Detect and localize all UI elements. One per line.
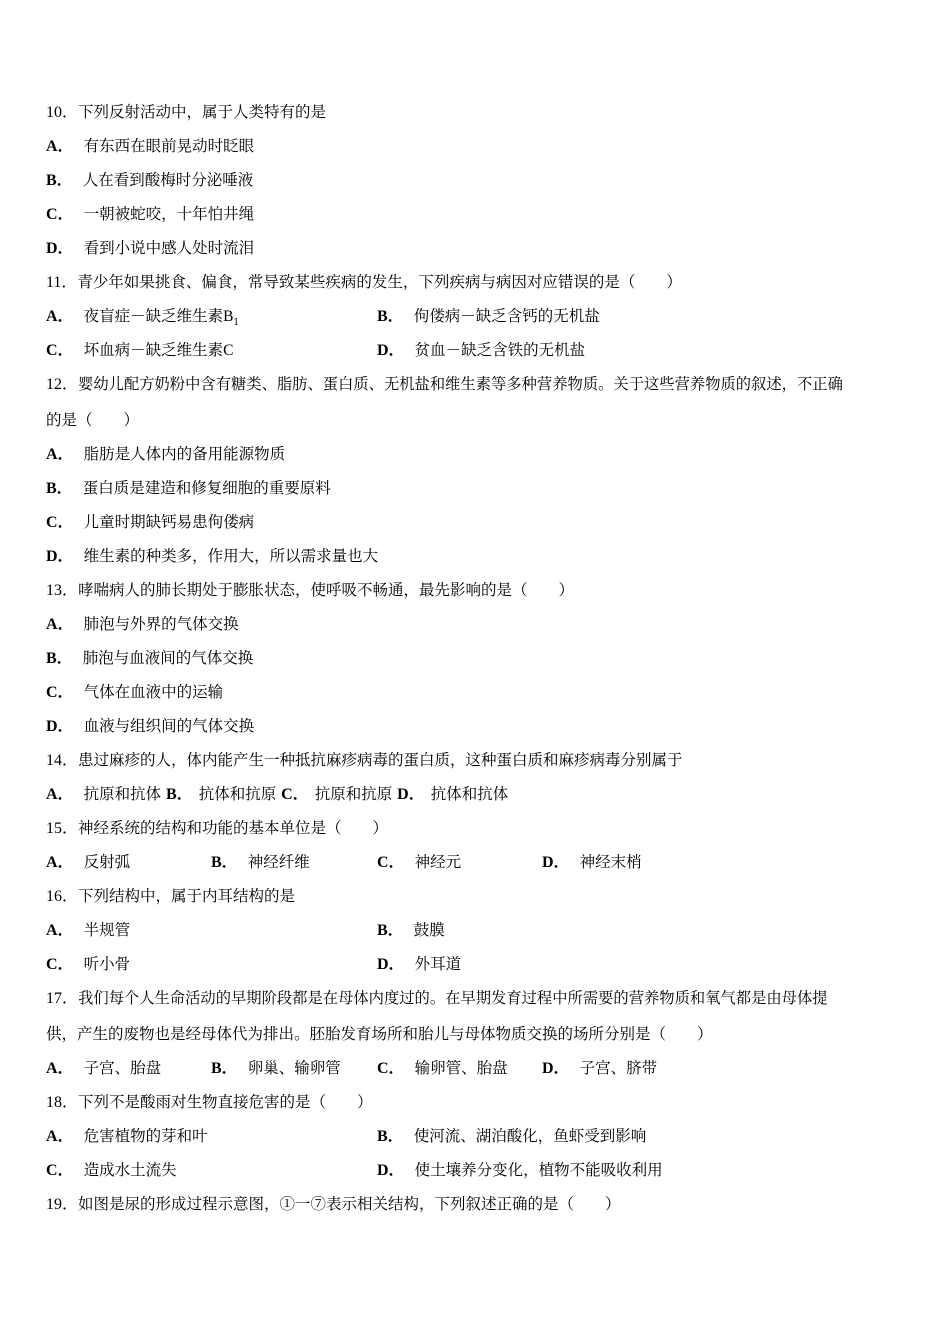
option-subscript: 1	[233, 318, 240, 329]
option-label: D．	[542, 854, 570, 871]
option-label: B．	[166, 786, 193, 803]
option-label: B．	[46, 650, 73, 667]
option-a	[46, 614, 239, 635]
option-c	[46, 340, 233, 361]
option-text: 抗体和抗体	[430, 785, 509, 803]
option-label: C．	[377, 854, 405, 871]
stem-text: 我们每个人生命活动的早期阶段都是在母体内度过的。在早期发育过程中所需要的营养物质和氧气都是由母体提	[78, 989, 828, 1007]
option-label: A．	[46, 446, 74, 463]
option-label: C．	[46, 684, 74, 701]
option-d	[542, 852, 642, 873]
stem-text: 哮喘病人的肺长期处于膨胀状态，使呼吸不畅通，最先影响的是（ ）	[78, 581, 575, 599]
question-13-stem	[46, 580, 574, 601]
option-text: 神经末梢	[579, 853, 642, 871]
option-text: 贫血－缺乏含铁的无机盐	[414, 341, 586, 359]
option-label: A．	[46, 308, 74, 325]
option-tail: C	[223, 342, 234, 359]
option-label: C．	[46, 206, 74, 223]
option-a	[46, 920, 130, 941]
option-c	[46, 1160, 177, 1181]
option-label: A．	[46, 786, 74, 803]
option-text: 血液与组织间的气体交换	[83, 717, 255, 735]
option-c	[46, 512, 254, 533]
option-text: 反射弧	[83, 853, 131, 871]
option-label: D．	[397, 786, 425, 803]
option-label: C．	[281, 786, 309, 803]
question-number: 10．	[46, 104, 79, 121]
question-18-stem	[46, 1092, 373, 1113]
option-text: 肺泡与外界的气体交换	[83, 615, 239, 633]
option-text: 外耳道	[414, 955, 462, 973]
option-text: 神经纤维	[247, 853, 310, 871]
option-label: D．	[377, 956, 405, 973]
option-label: B．	[377, 308, 404, 325]
stem-text: 如图是尿的形成过程示意图，①一⑦表示相关结构，下列叙述正确的是（ ）	[78, 1195, 621, 1213]
option-text: 抗原和抗原	[314, 785, 393, 803]
option-text: 使河流、湖泊酸化，鱼虾受到影响	[413, 1127, 647, 1145]
option-text: 半规管	[83, 921, 131, 939]
option-a	[46, 1126, 208, 1147]
question-number: 13．	[46, 582, 79, 599]
question-15-stem	[46, 818, 388, 839]
question-12-stem	[46, 374, 843, 395]
option-d	[46, 238, 254, 259]
option-text: 佝偻病－缺乏含钙的无机盐	[413, 307, 600, 325]
option-text: 肺泡与血液间的气体交换	[82, 649, 254, 667]
option-label: D．	[377, 342, 405, 359]
option-text: 坏血病－缺乏维生素	[83, 341, 224, 359]
option-text: 神经元	[414, 853, 462, 871]
stem-text: 的是（ ）	[46, 411, 140, 429]
option-d	[46, 716, 254, 737]
question-12-stem-continued	[46, 410, 139, 430]
option-label: D．	[377, 1162, 405, 1179]
option-b	[377, 306, 600, 327]
option-text: 看到小说中感人处时流泪	[83, 239, 255, 257]
option-label: B．	[211, 1060, 238, 1077]
question-14-options-row	[46, 784, 508, 805]
option-d	[397, 785, 508, 803]
question-14-stem	[46, 750, 683, 771]
option-text: 气体在血液中的运输	[83, 683, 224, 701]
question-number: 14．	[46, 752, 79, 769]
option-text: 脂肪是人体内的备用能源物质	[83, 445, 286, 463]
option-a	[46, 852, 130, 873]
option-text: 有东西在眼前晃动时眨眼	[83, 137, 255, 155]
question-11-stem	[46, 272, 682, 293]
option-label: C．	[46, 342, 74, 359]
question-number: 17．	[46, 990, 79, 1007]
option-text: 抗原和抗体	[83, 785, 162, 803]
question-number: 15．	[46, 820, 79, 837]
option-text: 夜盲症－缺乏维生素	[83, 307, 224, 325]
option-text: 儿童时期缺钙易患佝偻病	[83, 513, 255, 531]
option-tail: B	[223, 308, 234, 325]
stem-text: 神经系统的结构和功能的基本单位是（ ）	[78, 819, 389, 837]
option-text: 卵巢、输卵管	[247, 1059, 341, 1077]
question-number: 19．	[46, 1196, 79, 1213]
option-label: A．	[46, 854, 74, 871]
option-label: A．	[46, 1060, 74, 1077]
option-label: B．	[211, 854, 238, 871]
option-text: 抗体和抗原	[198, 785, 277, 803]
question-16-stem	[46, 886, 295, 907]
question-17-stem	[46, 988, 828, 1009]
option-text: 使土壤养分变化，植物不能吸收利用	[414, 1161, 663, 1179]
option-b	[46, 478, 331, 499]
option-b	[211, 1058, 341, 1079]
option-text: 蛋白质是建造和修复细胞的重要原料	[82, 479, 331, 497]
option-label: D．	[46, 718, 74, 735]
option-text: 造成水土流失	[83, 1161, 177, 1179]
option-b	[377, 920, 445, 941]
option-text: 输卵管、胎盘	[414, 1059, 508, 1077]
option-d	[377, 1160, 663, 1181]
question-number: 16．	[46, 888, 79, 905]
option-text: 子宫、脐带	[579, 1059, 658, 1077]
option-text: 子宫、胎盘	[83, 1059, 162, 1077]
question-17-stem-continued	[46, 1024, 713, 1044]
option-text: 一朝被蛇咬，十年怕井绳	[83, 205, 255, 223]
question-number: 18．	[46, 1094, 79, 1111]
option-label: B．	[46, 172, 73, 189]
option-a	[46, 306, 239, 333]
option-a	[46, 785, 161, 803]
option-label: A．	[46, 1128, 74, 1145]
option-d	[542, 1058, 657, 1079]
option-label: D．	[46, 548, 74, 565]
option-a	[46, 444, 285, 465]
option-b	[211, 852, 310, 873]
option-text: 危害植物的芽和叶	[83, 1127, 208, 1145]
option-b	[46, 170, 253, 191]
question-number: 11．	[46, 274, 78, 291]
option-text: 听小骨	[83, 955, 131, 973]
option-b	[166, 785, 276, 803]
option-d	[46, 546, 378, 567]
option-label: A．	[46, 138, 74, 155]
option-b	[46, 648, 253, 669]
option-c	[46, 204, 254, 225]
question-19-stem	[46, 1194, 621, 1215]
stem-text: 下列结构中，属于内耳结构的是	[78, 887, 296, 905]
option-d	[377, 340, 585, 361]
option-label: B．	[46, 480, 73, 497]
stem-text: 婴幼儿配方奶粉中含有糖类、脂肪、蛋白质、无机盐和维生素等多种营养物质。关于这些营养物质的叙述，不正确	[78, 375, 843, 393]
option-label: A．	[46, 922, 74, 939]
stem-text: 青少年如果挑食、偏食，常导致某些疾病的发生，下列疾病与病因对应错误的是（ ）	[77, 273, 682, 291]
option-label: C．	[377, 1060, 405, 1077]
option-label: C．	[46, 956, 74, 973]
option-text: 维生素的种类多，作用大，所以需求量也大	[83, 547, 379, 565]
option-c	[46, 954, 130, 975]
option-b	[377, 1126, 646, 1147]
option-d	[377, 954, 461, 975]
option-label: B．	[377, 922, 404, 939]
option-label: A．	[46, 616, 74, 633]
option-c	[281, 785, 392, 803]
option-text: 鼓膜	[413, 921, 445, 939]
option-label: C．	[46, 514, 74, 531]
option-label: D．	[542, 1060, 570, 1077]
option-a	[46, 136, 254, 157]
option-label: B．	[377, 1128, 404, 1145]
question-10-stem	[46, 102, 326, 123]
question-number: 12．	[46, 376, 79, 393]
option-label: D．	[46, 240, 74, 257]
option-c	[46, 682, 223, 703]
stem-text: 下列反射活动中，属于人类特有的是	[78, 103, 327, 121]
option-label: C．	[46, 1162, 74, 1179]
option-text: 人在看到酸梅时分泌唾液	[82, 171, 254, 189]
option-c	[377, 852, 461, 873]
stem-text: 患过麻疹的人，体内能产生一种抵抗麻疹病毒的蛋白质，这种蛋白质和麻疹病毒分别属于	[78, 751, 683, 769]
stem-text: 下列不是酸雨对生物直接危害的是（ ）	[78, 1093, 373, 1111]
option-c	[377, 1058, 508, 1079]
stem-text: 供，产生的废物也是经母体代为排出。胚胎发育场所和胎儿与母体物质交换的场所分别是（ ）	[46, 1025, 713, 1043]
option-a	[46, 1058, 161, 1079]
